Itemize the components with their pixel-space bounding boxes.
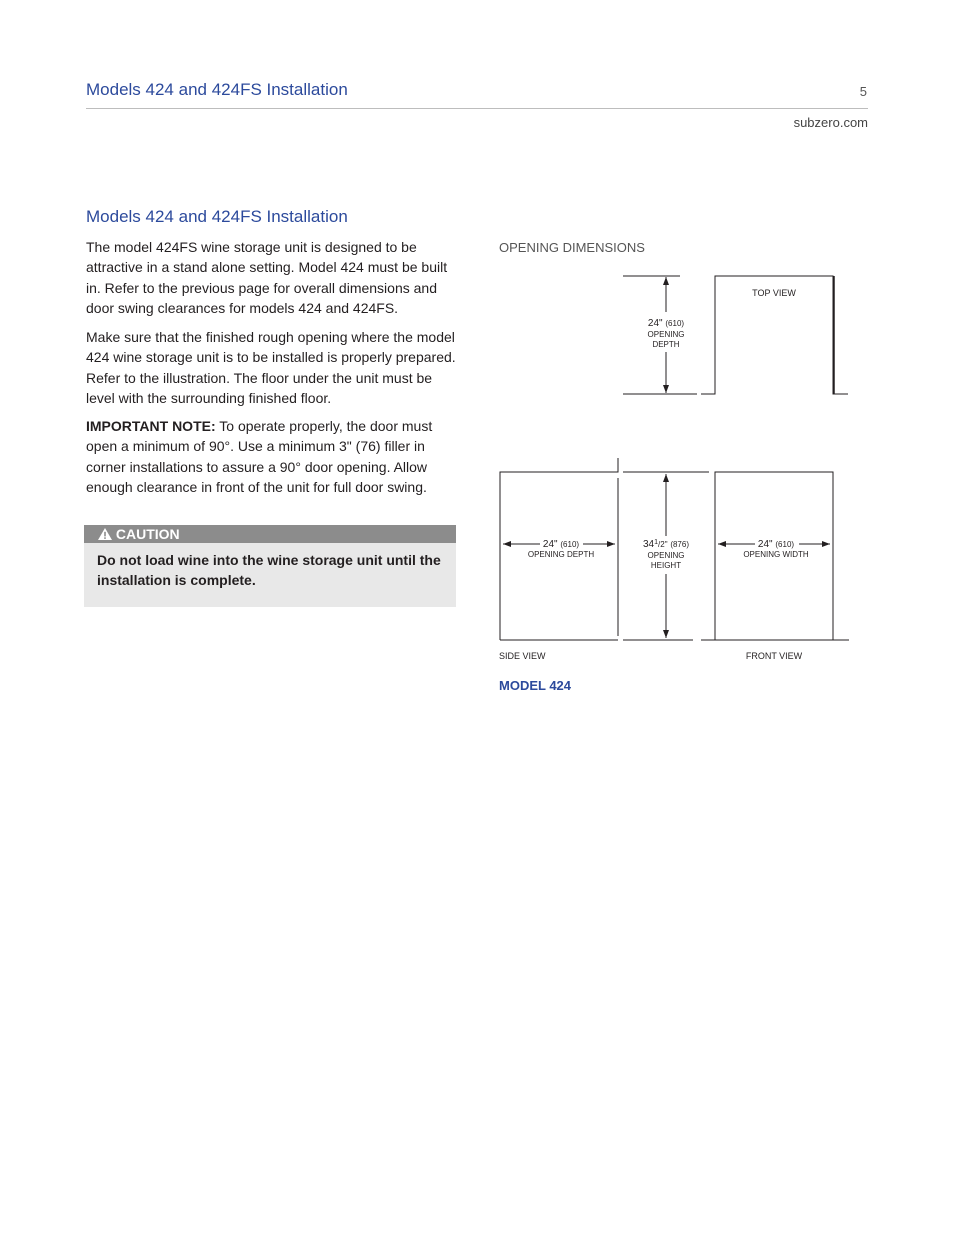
page-number: 5 <box>859 84 867 99</box>
height-value: $34^1_{/2"}$ (876) <box>642 539 690 550</box>
section-title: Models 424 and 424FS Installation <box>86 207 348 226</box>
top-depth-value: 24" (610) <box>647 318 685 329</box>
height-label-line2: HEIGHT <box>650 561 682 570</box>
front-view-label: FRONT VIEW <box>745 651 803 661</box>
top-view-label: TOP VIEW <box>752 288 796 298</box>
important-note-label: IMPORTANT NOTE: <box>86 418 216 434</box>
important-note-text: To operate properly, the door must open a minimum of 90°. Use a minimum 3" (76) filler in corner installations to assure a 90° door opening. Allow enough clearance in front of the unit for full door swing. <box>86 418 433 495</box>
width-value: 24" (610) <box>757 539 795 550</box>
paragraph-opening: Make sure that the finished rough opening where the model 424 wine storage unit is to be installed is properly prepared. Refer to the illustration. The floor under the unit must be level with the surrounding finished floor. <box>86 329 456 406</box>
caution-text: Do not load wine into the wine storage unit until the installation is complete. <box>97 552 441 588</box>
page-header-title: Models 424 and 424FS Installation <box>86 80 348 99</box>
paragraph-intro: The model 424FS wine storage unit is designed to be attractive in a stand alone setting. Model 424 must be built in. Refer to the previous page for overall dimensions and door swing clearances for models 424 and 424FS. <box>86 239 448 316</box>
height-label-line1: OPENING <box>647 551 685 560</box>
caution-label: CAUTION <box>115 526 180 542</box>
model-label: MODEL 424 <box>499 678 572 693</box>
side-view-label: SIDE VIEW <box>499 651 546 661</box>
top-depth-label-line2: DEPTH <box>652 340 680 349</box>
side-depth-value: 24" (610) <box>542 539 580 550</box>
top-depth-label-line1: OPENING <box>647 330 685 339</box>
figure-heading: OPENING DIMENSIONS <box>499 240 645 255</box>
side-depth-label: OPENING DEPTH <box>527 550 595 559</box>
width-label: OPENING WIDTH <box>743 550 809 559</box>
website-link[interactable]: subzero.com <box>793 115 868 130</box>
